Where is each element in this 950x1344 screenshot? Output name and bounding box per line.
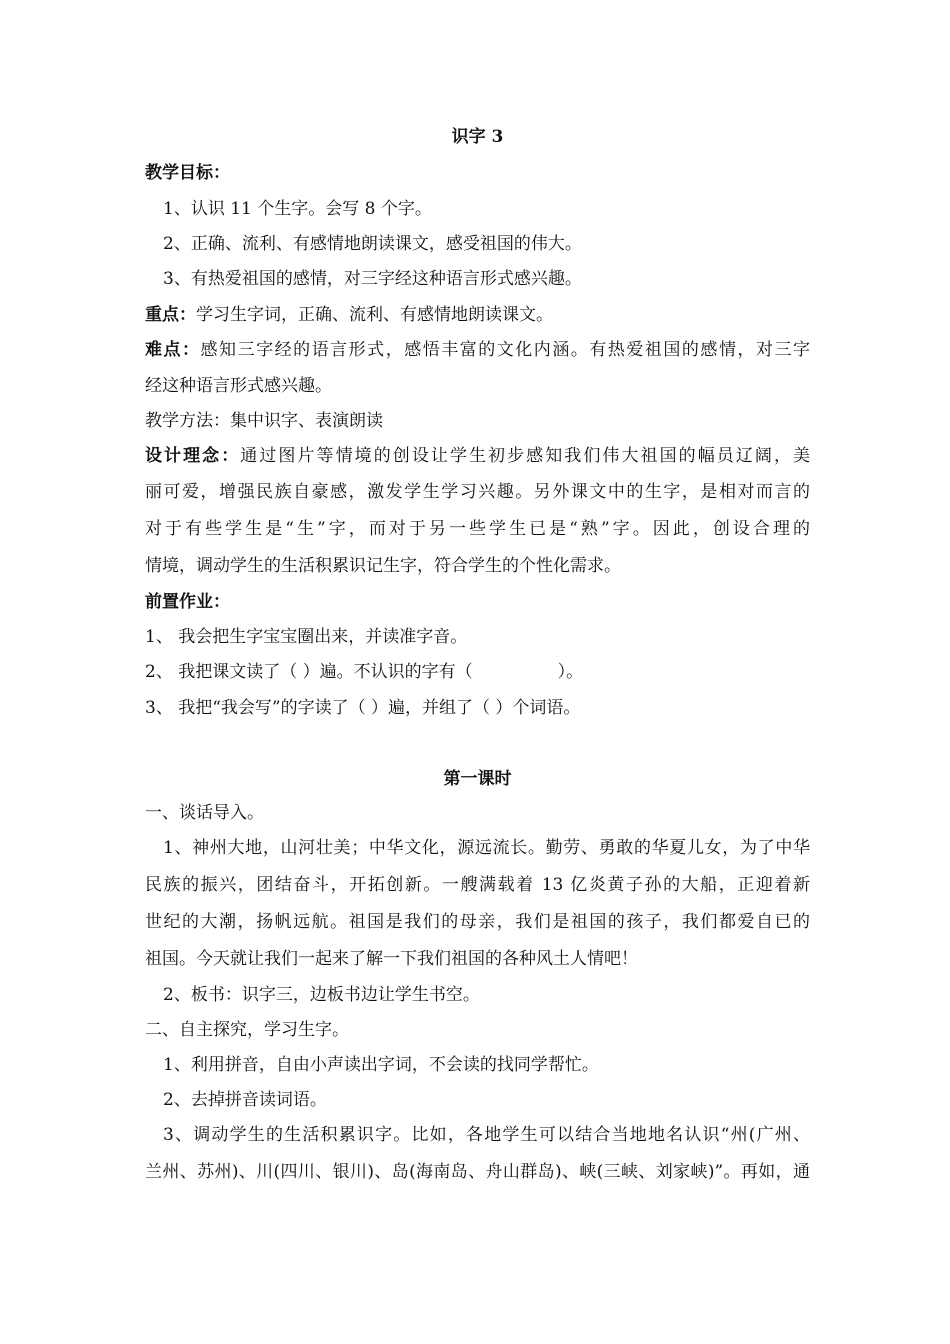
paragraph-line: 1、神州大地，山河壮美；中华文化，源远流长。勤劳、勇敢的华夏儿女，为了中华 (163, 838, 810, 858)
key-text: 学习生字词，正确、流利、有感情地朗读课文。 (196, 305, 553, 325)
pre-assignment-item: 1、 我会把生字宝宝圈出来，并读准字音。 (145, 627, 468, 647)
difficulty-line (145, 339, 810, 361)
difficulty-text: 感知三字经的语言形式，感悟丰富的文化内涵。有热爱祖国的感情，对三字 (200, 340, 811, 360)
concept-line (145, 445, 810, 467)
paragraph-line: 3、调动学生的生活积累识字。比如，各地学生可以结合当地地名认识“州(广州、 (163, 1125, 810, 1145)
teaching-method: 教学方法：集中识字、表演朗读 (145, 411, 383, 431)
paragraph-line: 世纪的大潮，扬帆远航。祖国是我们的母亲，我们是祖国的孩子，我们都爱自已的 (145, 912, 810, 932)
key-label: 重点： (145, 305, 196, 325)
concept-line: 对于有些学生是“生”字，而对于另一些学生已是“熟”字。因此，创设合理的 (145, 519, 810, 539)
concept-line: 情境，调动学生的生活积累识记生字，符合学生的个性化需求。 (145, 556, 621, 576)
paragraph-line: 民族的振兴，团结奋斗，开拓创新。一艘满载着 13 亿炎黄子孙的大船，正迎着新 (145, 875, 810, 895)
document-title: 识字 3 (451, 127, 504, 147)
paragraph-line: 祖国。今天就让我们一起来了解一下我们祖国的各种风土人情吧！ (145, 949, 638, 969)
goal-item: 3、有热爱祖国的感情，对三字经这种语言形式感兴趣。 (163, 269, 582, 289)
concept-label: 设计理念： (145, 446, 241, 466)
lesson-title: 第一课时 (443, 769, 512, 789)
paragraph-line: 2、去掉拼音读词语。 (163, 1090, 327, 1110)
difficulty-label: 难点： (145, 340, 201, 360)
pre-assignment-item: 2、 我把课文读了（ ）遍。不认识的字有（ ）。 (145, 662, 584, 682)
key-point (145, 304, 810, 326)
goals-heading: 教学目标： (145, 163, 230, 183)
section-heading: 二、自主探究，学习生字。 (145, 1020, 349, 1040)
goal-item: 2、正确、流利、有感情地朗读课文，感受祖国的伟大。 (163, 234, 582, 254)
paragraph-line: 2、板书：识字三，边板书边让学生书空。 (163, 985, 480, 1005)
difficulty-line: 经这种语言形式感兴趣。 (145, 376, 332, 396)
goal-item: 1、认识 11 个生字。会写 8 个字。 (163, 199, 432, 219)
paragraph-line: 兰州、苏州)、川(四川、银川)、岛(海南岛、舟山群岛)、峡(三峡、刘家峡)”。再如，通 (145, 1162, 810, 1182)
concept-text: 通过图片等情境的创设让学生初步感知我们伟大祖国的幅员辽阔，美 (240, 446, 811, 466)
concept-line: 丽可爱，增强民族自豪感，激发学生学习兴趣。另外课文中的生字，是相对而言的 (145, 482, 810, 502)
section-heading: 一、谈话导入。 (145, 803, 264, 823)
pre-assignment-heading: 前置作业： (145, 592, 230, 612)
pre-assignment-item: 3、 我把“我会写”的字读了（ ）遍，并组了（ ）个词语。 (145, 698, 581, 718)
paragraph-line: 1、利用拼音，自由小声读出字词，不会读的找同学帮忙。 (163, 1055, 599, 1075)
